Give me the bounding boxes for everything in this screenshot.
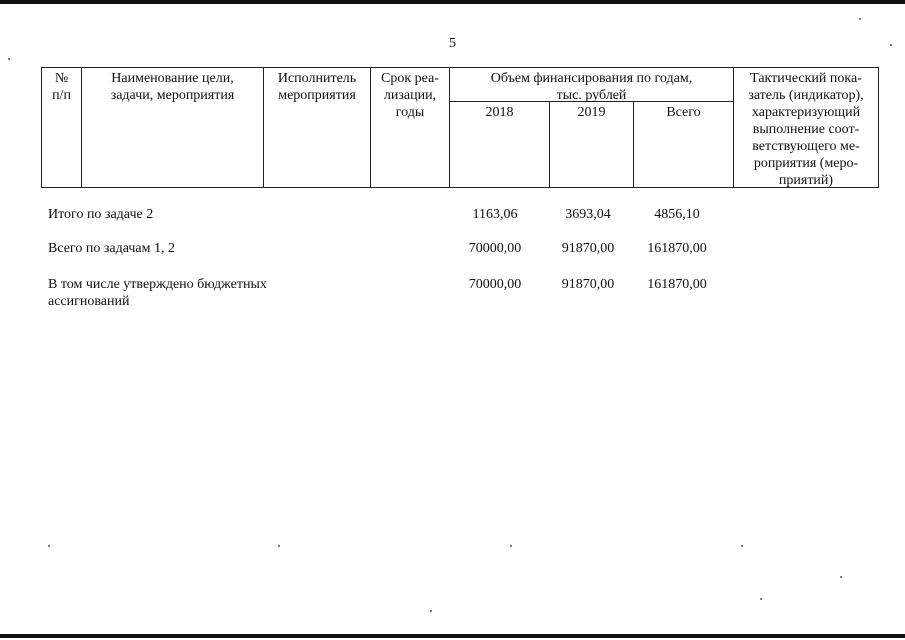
header-total: Всего: [666, 105, 701, 120]
scan-speck: [890, 44, 892, 46]
row-value-2018: 70000,00: [468, 241, 522, 256]
header-financing: Объем финансирования по годам, тыс. рублей: [490, 71, 693, 103]
scan-speck: [510, 545, 512, 547]
scan-speck: [741, 545, 743, 547]
scan-speck: [278, 545, 280, 547]
header-indicator: Тактический пока- затель (индикатор), характеризующий выполнение соот- ветствующего ме- роприятия (меро- приятий): [748, 71, 864, 188]
row-value-total: 161870,00: [647, 277, 707, 292]
header-year-2019: 2019: [577, 105, 606, 120]
header-num: № п/п: [52, 71, 71, 103]
scan-speck: [760, 598, 762, 600]
scan-border-bottom: [0, 634, 905, 638]
header-name: Наименование цели, задачи, мероприятия: [110, 71, 235, 103]
scan-speck: [859, 18, 861, 20]
header-term: Срок реа- лизации, годы: [381, 71, 439, 120]
row-value-total: 161870,00: [647, 241, 707, 256]
scan-border-top: [0, 0, 905, 4]
row-value-2018: 70000,00: [468, 277, 522, 292]
header-year-2018: 2018: [485, 105, 514, 120]
header-top-border: [41, 67, 879, 68]
col-divider: [878, 67, 879, 188]
header-executor: Исполнитель мероприятия: [277, 71, 357, 103]
scan-speck: [430, 610, 432, 612]
row-value-2019: 91870,00: [561, 241, 615, 256]
row-value-2018: 1163,06: [472, 207, 518, 222]
page-number: 5: [449, 36, 456, 51]
row-label: Всего по задачам 1, 2: [48, 241, 175, 256]
scan-speck: [840, 576, 842, 578]
row-value-2019: 3693,04: [565, 207, 611, 222]
row-value-2019: 91870,00: [561, 277, 615, 292]
row-label: В том числе утверждено бюджетных ассигнований: [48, 277, 267, 309]
row-label: Итого по задаче 2: [48, 207, 154, 222]
scan-speck: [48, 545, 50, 547]
scan-speck: [8, 58, 10, 60]
row-value-total: 4856,10: [654, 207, 700, 222]
